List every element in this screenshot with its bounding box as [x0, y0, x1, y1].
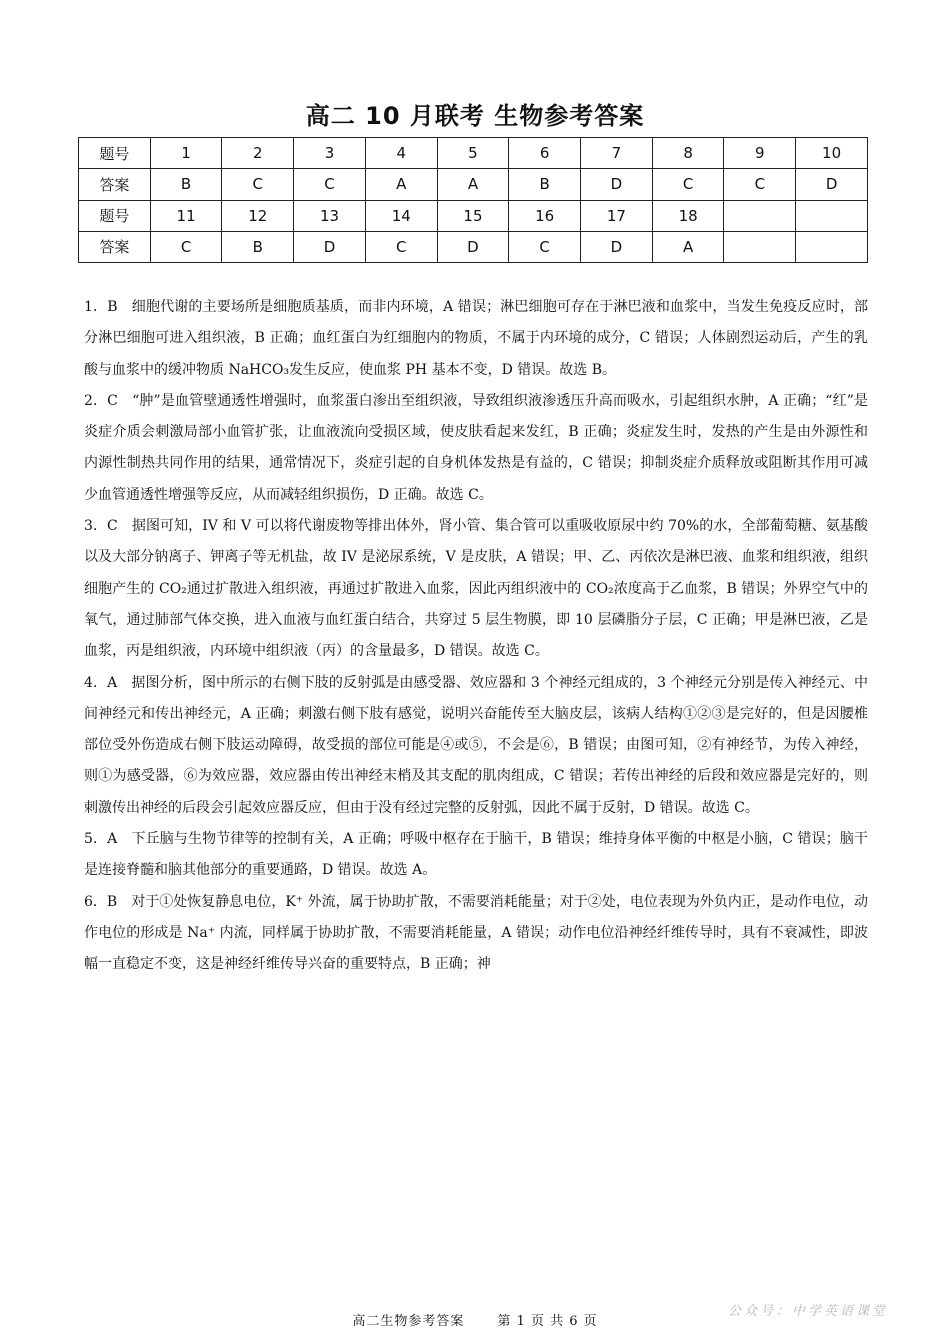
table-cell	[724, 231, 796, 262]
table-row	[79, 138, 868, 169]
table-cell	[796, 200, 868, 231]
table-cell: 5	[437, 138, 509, 169]
table-cell: C	[509, 231, 581, 262]
page-title: 高二 10 月联考 生物参考答案	[305, 102, 645, 130]
table-row	[79, 200, 868, 231]
table-cell: B	[150, 169, 222, 200]
table-cell: 4	[365, 138, 437, 169]
table-cell: D	[437, 231, 509, 262]
explanation-list	[84, 292, 868, 981]
table-row-header: 题号	[79, 200, 151, 231]
table-cell: C	[222, 169, 294, 200]
table-cell: 17	[581, 200, 653, 231]
table-cell: 10	[796, 138, 868, 169]
answer-table-body	[79, 138, 868, 263]
table-cell: B	[509, 169, 581, 200]
table-cell: D	[581, 231, 653, 262]
table-cell: 9	[724, 138, 796, 169]
table-cell: 18	[652, 200, 724, 231]
table-cell: A	[365, 169, 437, 200]
table-cell: 12	[222, 200, 294, 231]
table-cell: C	[294, 169, 366, 200]
table-cell: A	[652, 231, 724, 262]
table-cell: C	[652, 169, 724, 200]
table-cell: C	[724, 169, 796, 200]
table-cell: 3	[294, 138, 366, 169]
table-cell: 8	[652, 138, 724, 169]
table-row-header: 答案	[79, 169, 151, 200]
table-row	[79, 169, 868, 200]
table-cell: 15	[437, 200, 509, 231]
footer-doc-name: 高二生物参考答案	[352, 1314, 465, 1329]
table-cell: 2	[222, 138, 294, 169]
explanation-item: 2．C “肿”是血管壁通透性增强时，血浆蛋白渗出至组织液，导致组织液渗透压升高而吸水，引起组织水肿，A 正确；“红”是炎症介质会刺激局部小血管扩张，让血液流向受损区域，使皮肤看起来发红，B 正确；炎症发生时，发热的产生是由外源性和内源性制热共同作用的结果，通常情况下，炎症引起的自身机体发热是有益的，C 错误；抑制炎症介质释放或阻断其作用可减少血管通透性增强等反应，从而减轻组织损伤，D 正确。故选 C。	[84, 392, 868, 503]
explanation-item: 5．A 下丘脑与生物节律等的控制有关，A 正确；呼吸中枢存在于脑干，B 错误；维持身体平衡的中枢是小脑，C 错误；脑干是连接脊髓和脑其他部分的重要通路，D 错误。故选 A。	[84, 831, 868, 879]
table-cell	[796, 231, 868, 262]
table-cell: D	[581, 169, 653, 200]
footer-page-info: 第 1 页 共 6 页	[497, 1314, 598, 1329]
table-cell: 7	[581, 138, 653, 169]
table-cell: 11	[150, 200, 222, 231]
table-cell: 1	[150, 138, 222, 169]
explanation-item: 4．A 据图分析，图中所示的右侧下肢的反射弧是由感受器、效应器和 3 个神经元组成的，3 个神经元分别是传入神经元、中间神经元和传出神经元，A 正确；刺激右侧下肢有感觉，说明兴奋能传至大脑皮层，该病人结构①②③是完好的，但是因腰椎部位受外伤造成右侧下肢运动障碍，故受损的部位可能是④或⑤，不会是⑥，B 错误；由图可知，②有神经节，为传入神经，则①为感受器，⑥为效应器，效应器由传出神经末梢及其支配的肌肉组成，C 错误；若传出神经的后段和效应器是完好的，则刺激传出神经的后段会引起效应器反应，但由于没有经过完整的反射弧，因此不属于反射，D 错误。故选 C。	[84, 674, 868, 816]
watermark: 公众号：中学英语课堂	[728, 1304, 889, 1319]
table-cell: 6	[509, 138, 581, 169]
explanation-item: 3．C 据图可知，IV 和 V 可以将代谢废物等排出体外，肾小管、集合管可以重吸收原尿中约 70%的水，全部葡萄糖、氨基酸以及大部分钠离子、钾离子等无机盐，故 IV 是泌尿系统，V 是皮肤，A 错误；甲、乙、丙依次是淋巴液、血浆和组织液，组织细胞产生的 CO₂通过扩散进入组织液，再通过扩散进入血浆，因此丙组织液中的 CO₂浓度高于乙血浆，B 错误；外界空气中的氧气，通过肺部气体交换，进入血液与血红蛋白结合，共穿过 5 层生物膜，即 10 层磷脂分子层，C 正确；甲是淋巴液，乙是血浆，丙是组织液，内环境中组织液（丙）的含量最多，D 错误。故选 C。	[84, 518, 868, 660]
table-row	[79, 231, 868, 262]
table-row-header: 题号	[79, 138, 151, 169]
explanation-item: 1．B 细胞代谢的主要场所是细胞质基质，而非内环境，A 错误；淋巴细胞可存在于淋巴液和血浆中，当发生免疫反应时，部分淋巴细胞可进入组织液，B 正确；血红蛋白为红细胞内的物质，不属于内环境的成分，C 错误；人体剧烈运动后，产生的乳酸与血浆中的缓冲物质 NaHCO₃发生反应，使血浆 PH 基本不变，D 错误。故选 B。	[84, 299, 868, 378]
answer-table	[78, 137, 868, 263]
table-cell	[724, 200, 796, 231]
table-cell: 13	[294, 200, 366, 231]
table-cell: B	[222, 231, 294, 262]
table-cell: D	[294, 231, 366, 262]
table-cell: D	[796, 169, 868, 200]
explanation-item: 6．B 对于①处恢复静息电位，K⁺ 外流，属于协助扩散，不需要消耗能量；对于②处，电位表现为外负内正，是动作电位，动作电位的形成是 Na⁺ 内流，同样属于协助扩散，不需要消耗能量，A 错误；动作电位沿神经纤维传导时，具有不衰减性，即波幅一直稳定不变，这是神经纤维传导兴奋的重要特点，B 正确；神	[84, 893, 868, 973]
table-cell: 14	[365, 200, 437, 231]
table-cell: A	[437, 169, 509, 200]
table-cell: C	[150, 231, 222, 262]
table-cell: C	[365, 231, 437, 262]
table-row-header: 答案	[79, 231, 151, 262]
table-cell: 16	[509, 200, 581, 231]
